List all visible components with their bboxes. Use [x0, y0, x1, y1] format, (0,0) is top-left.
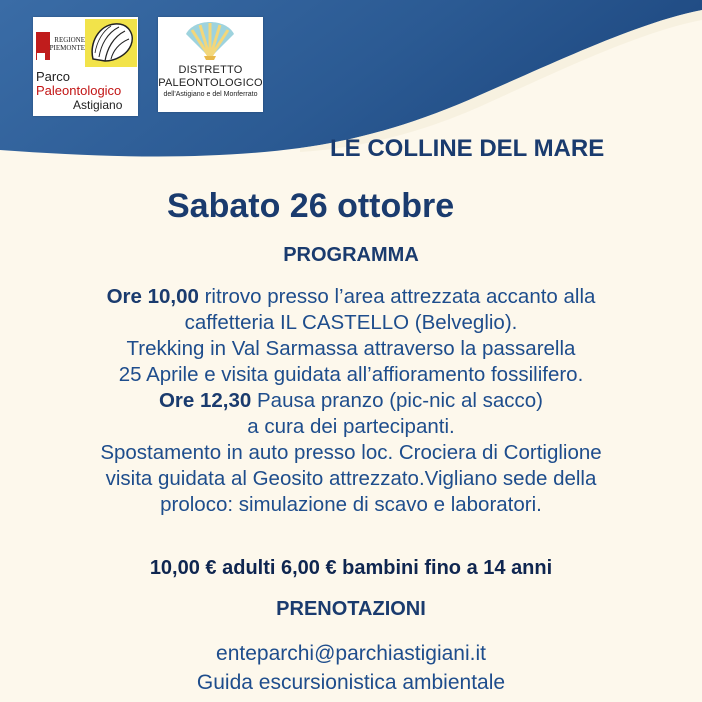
prenotazioni-heading: PRENOTAZIONI: [276, 598, 426, 620]
program-line-2: caffetteria IL CASTELLO (Belveglio).: [184, 311, 518, 334]
parco-paleontologico-logo: [33, 17, 138, 116]
prices: 10,00 € adulti 6,00 € bambini fino a 14 anni: [149, 557, 553, 579]
program-line-1-text: ritrovo presso l’area attrezzata accanto alla: [198, 285, 596, 308]
program-description: [0, 284, 702, 518]
parco-name-line2: Paleontologico: [36, 83, 122, 98]
contact-info: [0, 639, 702, 697]
program-line-5: [0, 388, 702, 414]
contact-email[interactable]: enteparchi@parchiastigiani.it: [216, 642, 486, 665]
program-line-4: 25 Aprile e visita guidata all’affioramento fossilifero.: [118, 363, 584, 386]
program-line-5-text: Pausa pranzo (pic-nic al sacco): [251, 389, 543, 412]
scallop-shell-icon: [180, 20, 240, 60]
program-line-7: Spostamento in auto presso loc. Crociera di Cortiglione: [100, 441, 602, 464]
distretto-line1: DISTRETTO: [178, 64, 243, 76]
program-line-8: visita guidata al Geosito attrezzato.Vigliano sede della: [105, 467, 597, 490]
program-line-6: a cura dei partecipanti.: [247, 415, 455, 438]
ammonite-shell-icon: [85, 19, 137, 67]
distretto-line3: dell'Astigiano e del Monferrato: [163, 91, 258, 98]
distretto-paleontologico-logo: [158, 17, 263, 112]
program-line-3: Trekking in Val Sarmassa attraverso la passarella: [126, 337, 576, 360]
region-line2: PIEMONTE: [49, 44, 85, 52]
programma-heading: PROGRAMMA: [283, 244, 419, 266]
event-title: LE COLLINE DEL MARE: [330, 135, 605, 162]
region-flag-cross-icon: [37, 53, 45, 60]
time-1230: Ore 12,30: [158, 389, 252, 412]
program-line-9: proloco: simulazione di scavo e laboratori.: [160, 493, 542, 516]
region-label: [39, 36, 85, 52]
contact-guide: Guida escursionistica ambientale: [196, 671, 506, 694]
region-line1: REGIONE: [54, 36, 85, 44]
event-date: Sabato 26 ottobre: [167, 187, 455, 225]
program-line-1: [0, 284, 702, 310]
parco-name-line1: Parco: [36, 69, 70, 84]
parco-name-line3: Astigiano: [73, 98, 123, 112]
time-1000: Ore 10,00: [106, 285, 199, 308]
distretto-line2: PALEONTOLOGICO: [158, 77, 263, 89]
